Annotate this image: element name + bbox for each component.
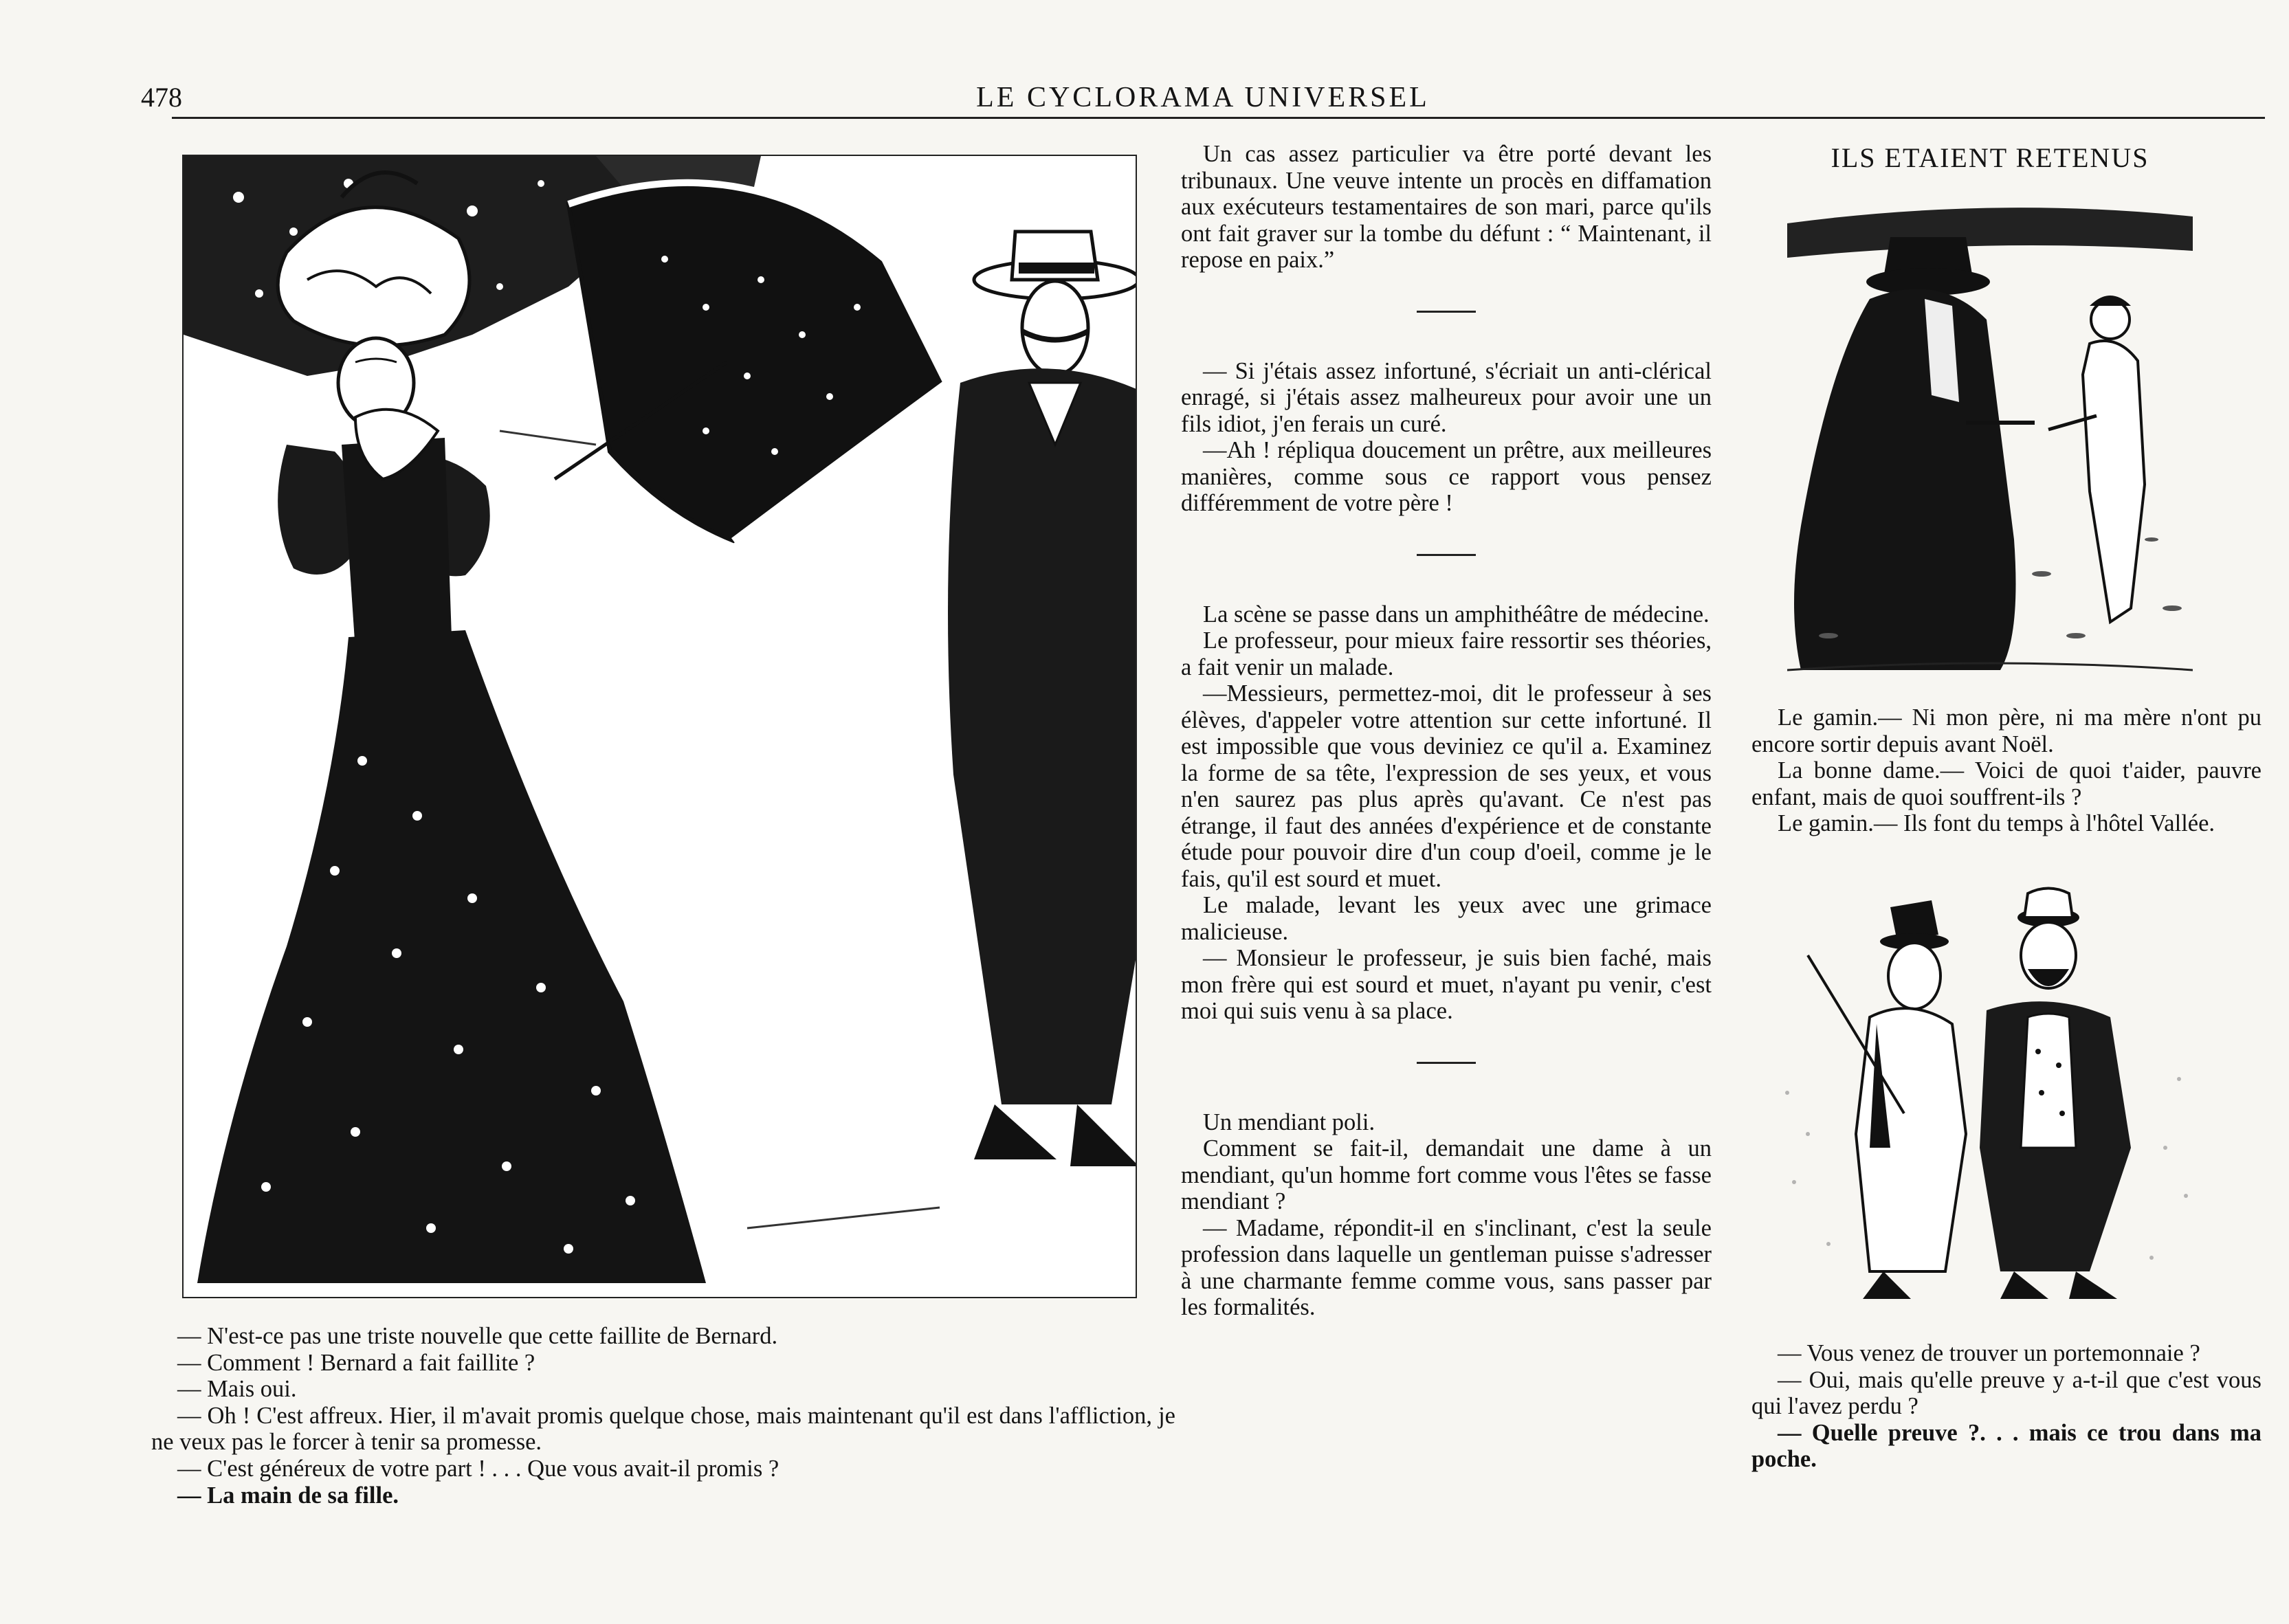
caption-line: — C'est généreux de votre part ! . . . Que vous avait-il promis ?	[177, 1455, 779, 1482]
paragraph: Le professeur, pour mieux faire ressortir ses théories, a fait venir un malade.	[1181, 627, 1712, 680]
page-number: 478	[141, 82, 182, 113]
right-dialogue-1	[1751, 704, 2262, 837]
dialogue-line: — Quelle preuve ?. . . mais ce trou dans ma poche.	[1751, 1419, 2262, 1472]
anecdote-anticlerical	[1181, 358, 1712, 517]
caption-line: — La main de sa fille.	[177, 1482, 399, 1509]
paragraph: Un cas assez particulier va être porté devant les tribunaux. Une veuve intente un procès en diffamation aux exécuteurs testamentaires de son mari, parce qu'ils ont fait graver sur la tombe du défunt : “ Maintenant, il repose en paix.”	[1181, 141, 1712, 273]
dialogue-line: — Oui, mais qu'elle preuve y a-t-il que c'est vous qui l'avez perdu ?	[1751, 1366, 2262, 1419]
dialogue-line: Le gamin.— Ils font du temps à l'hôtel Vallée.	[1778, 810, 2215, 836]
paragraph: — Si j'étais assez infortuné, s'écriait un anti-clérical enragé, si j'étais assez malheureux pour avoir une un fils idiot, j'en ferais un curé.	[1181, 357, 1712, 437]
right-column-heading: ILS ETAIENT RETENUS	[1831, 142, 2149, 173]
lady-and-gentleman-engraving	[184, 156, 1136, 1297]
separator-rule	[1417, 311, 1476, 313]
dialogue-line: Le gamin.— Ni mon père, ni ma mère n'ont pu encore sortir depuis avant Noël.	[1751, 704, 2262, 757]
dialogue-line: La bonne dame.— Voici de quoi t'aider, pauvre enfant, mais de quoi souffrent-ils ?	[1751, 757, 2262, 810]
right-dialogue-2	[1751, 1340, 2262, 1473]
paragraph: —Messieurs, permettez-moi, dit le professeur à ses élèves, d'appeler votre attention sur cette infortuné. Il est impossible que vous deviniez ce qu'il a. Examinez la forme de sa tête, l'expression de ses yeux, et vous n'en saurez pas plus après qu'avant. Ce n'est pas étrange, il faut des années d'expérience et de constante étude pour pouvoir dire d'un coup d'oeil, comme je le fais, qu'il est sourd et muet.	[1181, 680, 1712, 892]
paragraph: La scène se passe dans un amphithéâtre de médecine.	[1203, 601, 1710, 627]
dialogue-line: — Vous venez de trouver un portemonnaie ?	[1778, 1340, 2200, 1366]
anecdote-widow	[1181, 141, 1712, 274]
caption-line: — Comment ! Bernard a fait faillite ?	[177, 1349, 535, 1376]
main-illustration	[182, 155, 1137, 1298]
header-rule	[172, 117, 2265, 119]
main-caption	[151, 1323, 1175, 1509]
two-men-engraving	[1767, 887, 2207, 1313]
lady-and-urchin-illustration	[1787, 196, 2193, 677]
paragraph: — Madame, répondit-il en s'inclinant, c'est la seule profession dans laquelle un gentleman puisse s'adresser à une charmante femme comme vous, sans passer par les formalités.	[1181, 1214, 1712, 1320]
anecdote-beggar	[1181, 1109, 1712, 1321]
page-header	[141, 81, 2265, 122]
middle-column	[1181, 141, 1712, 1321]
caption-line: — Mais oui.	[177, 1376, 297, 1403]
paragraph: —Ah ! répliqua doucement un prêtre, aux meilleures manières, comme sous ce rapport vous pensez différemment de votre père !	[1181, 437, 1712, 516]
caption-line: — N'est-ce pas une triste nouvelle que cette faillite de Bernard.	[177, 1323, 778, 1349]
journal-title: LE CYCLORAMA UNIVERSEL	[976, 82, 1430, 113]
separator-rule	[1417, 554, 1476, 556]
two-men-illustration	[1767, 887, 2207, 1313]
paragraph: — Monsieur le professeur, je suis bien faché, mais mon frère qui est sourd et muet, n'ayant pu venir, c'est moi qui suis venu à sa place.	[1181, 945, 1712, 1024]
separator-rule	[1417, 1062, 1476, 1064]
paragraph: Comment se fait-il, demandait une dame à un mendiant, qu'un homme fort comme vous l'êtes se fasse mendiant ?	[1181, 1135, 1712, 1214]
paragraph: Le malade, levant les yeux avec une grimace malicieuse.	[1181, 892, 1712, 945]
anecdote-professor	[1181, 601, 1712, 1025]
caption-line: — Oh ! C'est affreux. Hier, il m'avait promis quelque chose, mais maintenant qu'il est dans l'affliction, je ne veux pas le forcer à tenir sa promesse.	[151, 1402, 1175, 1456]
paragraph: Un mendiant poli.	[1203, 1109, 1375, 1135]
lady-and-urchin-engraving	[1787, 196, 2193, 677]
